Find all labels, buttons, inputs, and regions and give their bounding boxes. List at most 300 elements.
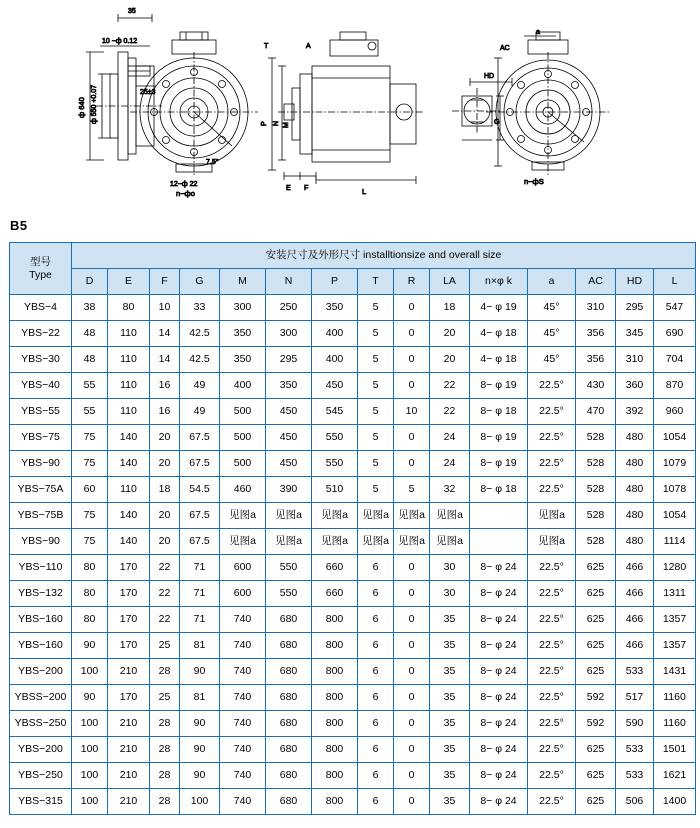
cell-r: 0	[394, 607, 430, 633]
cell-m: 740	[220, 711, 266, 737]
header-type	[10, 243, 72, 295]
cell-t: 5	[358, 451, 394, 477]
cell-d: 55	[72, 399, 108, 425]
cell-n-k: 8− φ 18	[470, 399, 528, 425]
cell-e: 110	[108, 373, 150, 399]
cell-a: 22.5°	[528, 607, 576, 633]
cell-a: 45°	[528, 347, 576, 373]
cell-r: 0	[394, 737, 430, 763]
cell-n-k	[470, 503, 528, 529]
cell-a: 45°	[528, 295, 576, 321]
cell-l: 1400	[654, 789, 696, 815]
svg-text:n−фo: n−фo	[176, 189, 195, 198]
cell-a: 22.5°	[528, 399, 576, 425]
svg-text:N: N	[273, 120, 280, 126]
cell-hd: 392	[616, 399, 654, 425]
table-row	[10, 347, 696, 373]
svg-text:a: a	[536, 29, 540, 36]
cell-hd: 466	[616, 607, 654, 633]
cell-n: 390	[266, 477, 312, 503]
cell-g: 81	[180, 633, 220, 659]
cell-model: YBS−132	[10, 581, 72, 607]
cell-l: 960	[654, 399, 696, 425]
motor-outline-drawing	[0, 0, 700, 215]
cell-p: 450	[312, 373, 358, 399]
cell-f: 22	[150, 607, 180, 633]
cell-f: 10	[150, 295, 180, 321]
cell-n: 450	[266, 399, 312, 425]
cell-n: 680	[266, 789, 312, 815]
cell-f: 25	[150, 685, 180, 711]
cell-model: YBS−90	[10, 529, 72, 555]
cell-l: 1079	[654, 451, 696, 477]
table-row	[10, 633, 696, 659]
cell-f: 22	[150, 581, 180, 607]
svg-text:7.5°: 7.5°	[206, 159, 219, 166]
cell-n-k: 8− φ 19	[470, 451, 528, 477]
cell-n: 680	[266, 737, 312, 763]
cell-g: 49	[180, 373, 220, 399]
svg-text:E: E	[286, 185, 291, 192]
svg-text:ф 550 +0.07: ф 550 +0.07	[91, 84, 98, 124]
cell-hd: 506	[616, 789, 654, 815]
cell-n-k: 8− φ 24	[470, 737, 528, 763]
cell-a: 22.5°	[528, 477, 576, 503]
spec-table-wrapper	[9, 242, 691, 815]
cell-e: 170	[108, 555, 150, 581]
cell-n: 见图a	[266, 529, 312, 555]
cell-t: 见图a	[358, 529, 394, 555]
header-type-cn: 型号	[30, 256, 51, 269]
cell-la: 35	[430, 685, 470, 711]
cell-l: 1357	[654, 633, 696, 659]
cell-n: 680	[266, 685, 312, 711]
cell-ac: 528	[576, 477, 616, 503]
cell-f: 28	[150, 659, 180, 685]
cell-m: 740	[220, 763, 266, 789]
cell-n-k: 8− φ 19	[470, 373, 528, 399]
table-row	[10, 607, 696, 633]
cell-n: 680	[266, 659, 312, 685]
cell-g: 67.5	[180, 503, 220, 529]
cell-la: 35	[430, 763, 470, 789]
cell-e: 170	[108, 607, 150, 633]
table-row	[10, 503, 696, 529]
cell-la: 见图a	[430, 503, 470, 529]
cell-l: 1431	[654, 659, 696, 685]
cell-n-k: 8− φ 24	[470, 555, 528, 581]
svg-text:A: A	[306, 43, 311, 50]
cell-ac: 310	[576, 295, 616, 321]
cell-model: YBS−315	[10, 789, 72, 815]
cell-m: 见图a	[220, 529, 266, 555]
cell-l: 1054	[654, 425, 696, 451]
cell-ac: 625	[576, 763, 616, 789]
cell-m: 350	[220, 321, 266, 347]
cell-f: 20	[150, 503, 180, 529]
cell-r: 0	[394, 451, 430, 477]
cell-la: 24	[430, 425, 470, 451]
cell-f: 16	[150, 373, 180, 399]
cell-a: 见图a	[528, 503, 576, 529]
cell-f: 20	[150, 425, 180, 451]
cell-d: 90	[72, 685, 108, 711]
cell-a: 22.5°	[528, 763, 576, 789]
cell-f: 20	[150, 451, 180, 477]
cell-p: 545	[312, 399, 358, 425]
cell-ac: 625	[576, 555, 616, 581]
cell-n: 350	[266, 373, 312, 399]
cell-n-k: 8− φ 24	[470, 659, 528, 685]
cell-f: 28	[150, 737, 180, 763]
cell-n: 680	[266, 763, 312, 789]
cell-m: 600	[220, 581, 266, 607]
cell-la: 见图a	[430, 529, 470, 555]
cell-d: 90	[72, 633, 108, 659]
cell-p: 800	[312, 737, 358, 763]
table-row	[10, 451, 696, 477]
cell-hd: 466	[616, 555, 654, 581]
cell-e: 210	[108, 763, 150, 789]
cell-g: 67.5	[180, 425, 220, 451]
cell-a: 22.5°	[528, 451, 576, 477]
cell-f: 14	[150, 347, 180, 373]
cell-d: 38	[72, 295, 108, 321]
cell-l: 547	[654, 295, 696, 321]
column-header-n-k: n×φ k	[470, 269, 528, 295]
cell-t: 5	[358, 399, 394, 425]
cell-p: 400	[312, 347, 358, 373]
cell-r: 0	[394, 347, 430, 373]
cell-ac: 356	[576, 321, 616, 347]
cell-e: 170	[108, 633, 150, 659]
cell-l: 1357	[654, 607, 696, 633]
cell-ac: 592	[576, 711, 616, 737]
cell-d: 75	[72, 503, 108, 529]
cell-hd: 480	[616, 451, 654, 477]
cell-model: YBS−200	[10, 737, 72, 763]
cell-n-k: 8− φ 24	[470, 763, 528, 789]
cell-n-k: 8− φ 24	[470, 711, 528, 737]
cell-t: 6	[358, 737, 394, 763]
cell-p: 见图a	[312, 529, 358, 555]
cell-la: 18	[430, 295, 470, 321]
cell-model: YBS−160	[10, 633, 72, 659]
cell-l: 1501	[654, 737, 696, 763]
cell-model: YBS−55	[10, 399, 72, 425]
cell-n-k: 4− φ 19	[470, 295, 528, 321]
cell-ac: 625	[576, 633, 616, 659]
cell-m: 740	[220, 789, 266, 815]
svg-text:ф 640: ф 640	[77, 97, 86, 118]
cell-e: 140	[108, 503, 150, 529]
column-header-hd: HD	[616, 269, 654, 295]
cell-hd: 480	[616, 477, 654, 503]
cell-m: 350	[220, 347, 266, 373]
cell-m: 740	[220, 737, 266, 763]
cell-la: 22	[430, 373, 470, 399]
cell-ac: 528	[576, 529, 616, 555]
header-type-en: Type	[29, 268, 52, 281]
cell-m: 460	[220, 477, 266, 503]
cell-e: 110	[108, 399, 150, 425]
cell-n: 见图a	[266, 503, 312, 529]
cell-l: 704	[654, 347, 696, 373]
cell-e: 210	[108, 737, 150, 763]
cell-la: 22	[430, 399, 470, 425]
cell-e: 170	[108, 581, 150, 607]
cell-a: 22.5°	[528, 659, 576, 685]
cell-hd: 466	[616, 633, 654, 659]
column-header-g: G	[180, 269, 220, 295]
cell-p: 660	[312, 555, 358, 581]
svg-text:12−ф 22: 12−ф 22	[170, 181, 198, 188]
cell-ac: 625	[576, 789, 616, 815]
cell-a: 22.5°	[528, 373, 576, 399]
cell-hd: 295	[616, 295, 654, 321]
cell-e: 210	[108, 659, 150, 685]
cell-g: 81	[180, 685, 220, 711]
svg-text:L: L	[362, 187, 367, 196]
cell-r: 5	[394, 477, 430, 503]
svg-text:AC: AC	[500, 45, 510, 52]
table-row	[10, 399, 696, 425]
cell-p: 800	[312, 659, 358, 685]
cell-g: 71	[180, 555, 220, 581]
cell-p: 400	[312, 321, 358, 347]
cell-a: 22.5°	[528, 425, 576, 451]
cell-la: 35	[430, 737, 470, 763]
cell-g: 67.5	[180, 451, 220, 477]
cell-n: 680	[266, 711, 312, 737]
cell-d: 100	[72, 711, 108, 737]
cell-model: YBS−110	[10, 555, 72, 581]
cell-ac: 470	[576, 399, 616, 425]
cell-e: 110	[108, 321, 150, 347]
cell-model: YBS−22	[10, 321, 72, 347]
cell-d: 75	[72, 451, 108, 477]
table-row	[10, 581, 696, 607]
cell-m: 500	[220, 399, 266, 425]
cell-model: YBS−200	[10, 659, 72, 685]
cell-f: 28	[150, 711, 180, 737]
svg-text:35: 35	[128, 8, 136, 15]
cell-p: 800	[312, 607, 358, 633]
cell-l: 1114	[654, 529, 696, 555]
cell-t: 6	[358, 607, 394, 633]
cell-g: 100	[180, 789, 220, 815]
cell-model: YBS−30	[10, 347, 72, 373]
section-label: B5	[10, 218, 28, 233]
table-row	[10, 295, 696, 321]
cell-m: 740	[220, 633, 266, 659]
cell-m: 740	[220, 659, 266, 685]
cell-r: 0	[394, 321, 430, 347]
cell-p: 510	[312, 477, 358, 503]
cell-la: 30	[430, 555, 470, 581]
cell-f: 16	[150, 399, 180, 425]
cell-n: 680	[266, 607, 312, 633]
cell-hd: 480	[616, 503, 654, 529]
cell-m: 500	[220, 451, 266, 477]
cell-l: 1160	[654, 685, 696, 711]
cell-ac: 592	[576, 685, 616, 711]
cell-hd: 480	[616, 529, 654, 555]
cell-la: 35	[430, 633, 470, 659]
column-header-ac: AC	[576, 269, 616, 295]
cell-r: 0	[394, 555, 430, 581]
cell-la: 35	[430, 659, 470, 685]
cell-g: 90	[180, 737, 220, 763]
cell-e: 170	[108, 685, 150, 711]
column-header-n: N	[266, 269, 312, 295]
cell-f: 14	[150, 321, 180, 347]
cell-ac: 625	[576, 607, 616, 633]
cell-t: 5	[358, 373, 394, 399]
cell-la: 35	[430, 711, 470, 737]
cell-t: 6	[358, 555, 394, 581]
cell-la: 32	[430, 477, 470, 503]
cell-g: 90	[180, 763, 220, 789]
cell-t: 6	[358, 763, 394, 789]
cell-p: 550	[312, 425, 358, 451]
table-row	[10, 685, 696, 711]
cell-f: 25	[150, 633, 180, 659]
cell-n: 680	[266, 633, 312, 659]
cell-l: 1078	[654, 477, 696, 503]
cell-g: 90	[180, 659, 220, 685]
cell-g: 71	[180, 581, 220, 607]
svg-text:HD: HD	[484, 73, 495, 80]
cell-t: 6	[358, 581, 394, 607]
table-row	[10, 321, 696, 347]
cell-r: 0	[394, 373, 430, 399]
cell-r: 0	[394, 789, 430, 815]
cell-ac: 625	[576, 659, 616, 685]
column-header-l: L	[654, 269, 696, 295]
cell-d: 100	[72, 737, 108, 763]
cell-hd: 360	[616, 373, 654, 399]
table-row	[10, 555, 696, 581]
cell-p: 800	[312, 789, 358, 815]
cell-la: 35	[430, 607, 470, 633]
cell-g: 90	[180, 711, 220, 737]
cell-p: 800	[312, 685, 358, 711]
cell-n-k: 8− φ 18	[470, 477, 528, 503]
cell-r: 见图a	[394, 529, 430, 555]
cell-p: 550	[312, 451, 358, 477]
cell-r: 0	[394, 295, 430, 321]
cell-d: 80	[72, 607, 108, 633]
cell-model: YBS−4	[10, 295, 72, 321]
cell-la: 35	[430, 789, 470, 815]
cell-a: 22.5°	[528, 789, 576, 815]
cell-a: 见图a	[528, 529, 576, 555]
cell-l: 690	[654, 321, 696, 347]
cell-d: 48	[72, 347, 108, 373]
cell-e: 210	[108, 789, 150, 815]
table-header-top-row	[10, 243, 696, 269]
cell-r: 0	[394, 633, 430, 659]
cell-m: 500	[220, 425, 266, 451]
cell-t: 5	[358, 295, 394, 321]
cell-t: 5	[358, 321, 394, 347]
cell-la: 30	[430, 581, 470, 607]
table-body	[10, 295, 696, 815]
cell-a: 22.5°	[528, 633, 576, 659]
cell-d: 48	[72, 321, 108, 347]
table-row	[10, 373, 696, 399]
column-header-d: D	[72, 269, 108, 295]
cell-r: 0	[394, 425, 430, 451]
table-row	[10, 425, 696, 451]
cell-m: 600	[220, 555, 266, 581]
cell-ac: 625	[576, 737, 616, 763]
table-row	[10, 737, 696, 763]
cell-hd: 590	[616, 711, 654, 737]
cell-model: YBS−250	[10, 763, 72, 789]
cell-hd: 310	[616, 347, 654, 373]
cell-model: YBS−90	[10, 451, 72, 477]
cell-n-k	[470, 529, 528, 555]
column-header-t: T	[358, 269, 394, 295]
cell-model: YBS−75	[10, 425, 72, 451]
cell-n: 300	[266, 321, 312, 347]
cell-e: 80	[108, 295, 150, 321]
cell-ac: 528	[576, 451, 616, 477]
cell-a: 22.5°	[528, 737, 576, 763]
cell-t: 6	[358, 685, 394, 711]
column-header-m: M	[220, 269, 266, 295]
cell-hd: 517	[616, 685, 654, 711]
cell-n: 450	[266, 451, 312, 477]
cell-hd: 480	[616, 425, 654, 451]
header-overall-title: 安装尺寸及外形尺寸 installtionsize and overall size	[72, 243, 696, 269]
cell-l: 1311	[654, 581, 696, 607]
table-head	[10, 243, 696, 295]
cell-n-k: 8− φ 19	[470, 425, 528, 451]
cell-g: 49	[180, 399, 220, 425]
column-header-la: LA	[430, 269, 470, 295]
spec-table	[9, 242, 696, 815]
cell-t: 6	[358, 633, 394, 659]
cell-la: 20	[430, 321, 470, 347]
cell-a: 22.5°	[528, 711, 576, 737]
cell-d: 80	[72, 581, 108, 607]
cell-f: 20	[150, 529, 180, 555]
table-row	[10, 477, 696, 503]
cell-e: 140	[108, 529, 150, 555]
svg-text:10 −ф 0.12: 10 −ф 0.12	[102, 38, 138, 45]
column-header-f: F	[150, 269, 180, 295]
cell-f: 28	[150, 789, 180, 815]
cell-t: 5	[358, 477, 394, 503]
cell-g: 42.5	[180, 347, 220, 373]
cell-n: 550	[266, 555, 312, 581]
cell-d: 100	[72, 659, 108, 685]
cell-d: 100	[72, 789, 108, 815]
cell-p: 660	[312, 581, 358, 607]
cell-p: 800	[312, 633, 358, 659]
cell-n-k: 8− φ 24	[470, 789, 528, 815]
svg-text:P: P	[261, 121, 268, 126]
cell-model: YBS−160	[10, 607, 72, 633]
cell-t: 6	[358, 659, 394, 685]
cell-g: 33	[180, 295, 220, 321]
cell-hd: 533	[616, 659, 654, 685]
cell-model: YBSS−250	[10, 711, 72, 737]
column-header-p: P	[312, 269, 358, 295]
